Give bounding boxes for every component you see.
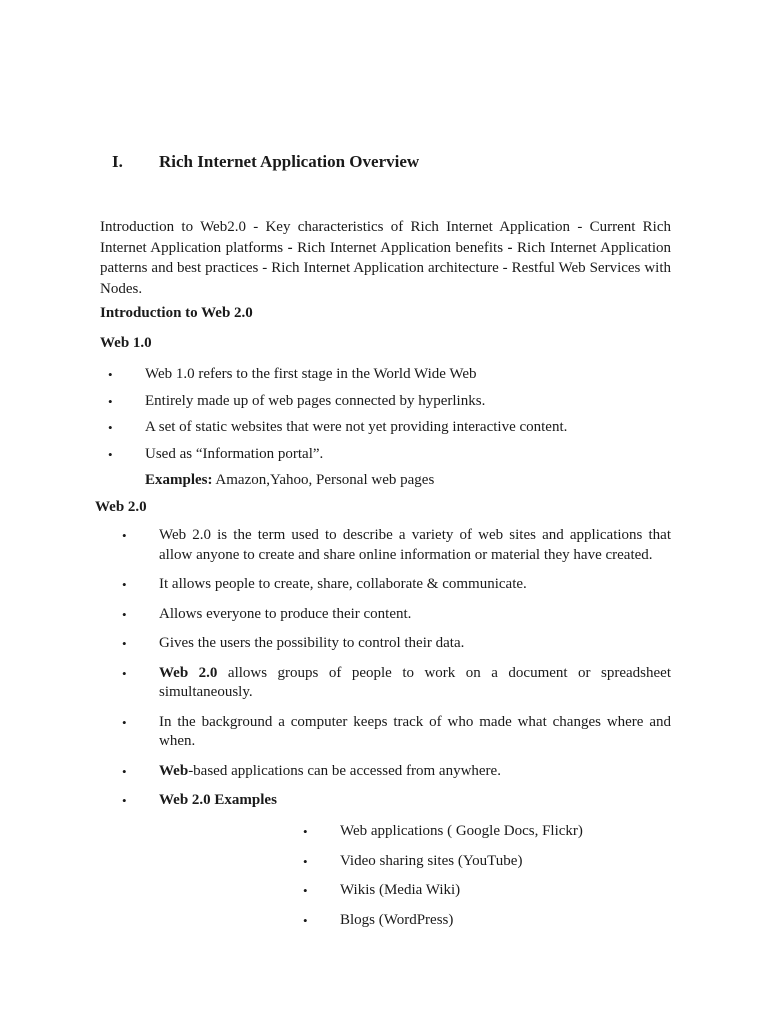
list-item-text: Wikis (Media Wiki) <box>340 882 461 898</box>
web2-bullet-list <box>122 526 671 811</box>
bullet-dot: • <box>122 577 127 592</box>
list-item-text: Entirely made up of web pages connected by hyperlinks. <box>145 392 486 409</box>
list-item-text: Gives the users the possibility to control their data. <box>159 635 465 651</box>
list-item <box>122 664 671 703</box>
bullet-dot: • <box>122 636 127 651</box>
list-item <box>122 762 671 782</box>
list-item-text: allows groups of people to work on a document or spreadsheet simultaneously. <box>159 664 671 700</box>
bullet-dot: • <box>303 853 308 869</box>
list-item <box>108 392 685 412</box>
bullet-dot: • <box>303 883 308 898</box>
list-item <box>303 881 670 901</box>
list-item-text: -based applications can be accessed from anywhere. <box>188 762 501 779</box>
list-item-text: Blogs (WordPress) <box>340 911 454 928</box>
web2-heading: Web 2.0 <box>95 499 147 515</box>
bullet-dot: • <box>108 446 113 462</box>
bullet-dot: • <box>108 420 113 435</box>
list-item-text: A set of static websites that were not yet providing interactive content. <box>145 419 568 435</box>
section-heading <box>112 152 419 172</box>
bullet-dot: • <box>303 912 308 928</box>
section-number: I. <box>112 152 123 171</box>
examples-text: Amazon,Yahoo, Personal web pages <box>212 472 435 488</box>
list-item <box>122 634 671 654</box>
examples-label: Examples: <box>145 472 213 488</box>
list-item <box>122 791 671 811</box>
intro-separator-1: - <box>287 239 293 256</box>
list-item-text: Web 2.0 Examples <box>159 792 277 808</box>
list-item <box>108 365 685 385</box>
list-item <box>122 713 671 752</box>
web2-examples-list <box>303 822 670 930</box>
web1-bullet-list <box>108 365 685 464</box>
list-item-bold: Web 2.0 <box>159 664 218 681</box>
list-item-text: Allows everyone to produce their content. <box>159 605 412 622</box>
list-item <box>108 445 685 465</box>
list-item-text: In the background a computer keeps track of who made what changes where and when. <box>159 713 671 749</box>
bullet-dot: • <box>122 606 127 622</box>
web1-examples <box>145 472 434 489</box>
list-item-text: Video sharing sites (YouTube) <box>340 852 523 869</box>
list-item <box>303 911 670 931</box>
intro-text-3: Rich Internet Application patterns and best practices - Rich Internet Application architecture - Restful Web Services with Nodes. <box>100 239 671 297</box>
list-item-text: It allows people to create, share, collaborate & communicate. <box>159 576 527 592</box>
intro-paragraph <box>100 217 671 299</box>
list-item-text: Web 2.0 is the term used to describe a variety of web sites and applications that allow anyone to create and share online information or material they have created. <box>159 527 671 563</box>
web1-heading: Web 1.0 <box>100 335 152 351</box>
list-item <box>303 822 670 842</box>
bullet-dot: • <box>122 793 127 808</box>
bullet-dot: • <box>122 665 127 681</box>
bullet-dot: • <box>122 528 127 543</box>
bullet-dot: • <box>303 824 308 839</box>
list-item <box>122 575 671 595</box>
list-item-text: Web 1.0 refers to the first stage in the World Wide Web <box>145 366 477 382</box>
list-item <box>108 418 685 438</box>
list-item <box>122 605 671 625</box>
intro-text-2: Rich Internet Application benefits <box>292 239 508 256</box>
list-item-text: Used as “Information portal”. <box>145 445 324 462</box>
list-item-bold: Web <box>159 762 189 779</box>
bullet-dot: • <box>122 714 127 730</box>
section-title: Rich Internet Application Overview <box>159 152 420 171</box>
bullet-dot: • <box>108 367 113 382</box>
intro-subheading: Introduction to Web 2.0 <box>100 305 253 321</box>
list-item-text: Web applications ( Google Docs, Flickr) <box>340 823 583 839</box>
list-item <box>303 852 670 872</box>
bullet-dot: • <box>108 393 113 409</box>
list-item <box>122 526 671 565</box>
intro-text-1: Introduction to Web2.0 - Key characteristics of Rich Internet Application - Current Rich Internet Application platforms <box>100 219 671 256</box>
bullet-dot: • <box>122 763 127 779</box>
intro-separator-2: - <box>507 239 513 256</box>
